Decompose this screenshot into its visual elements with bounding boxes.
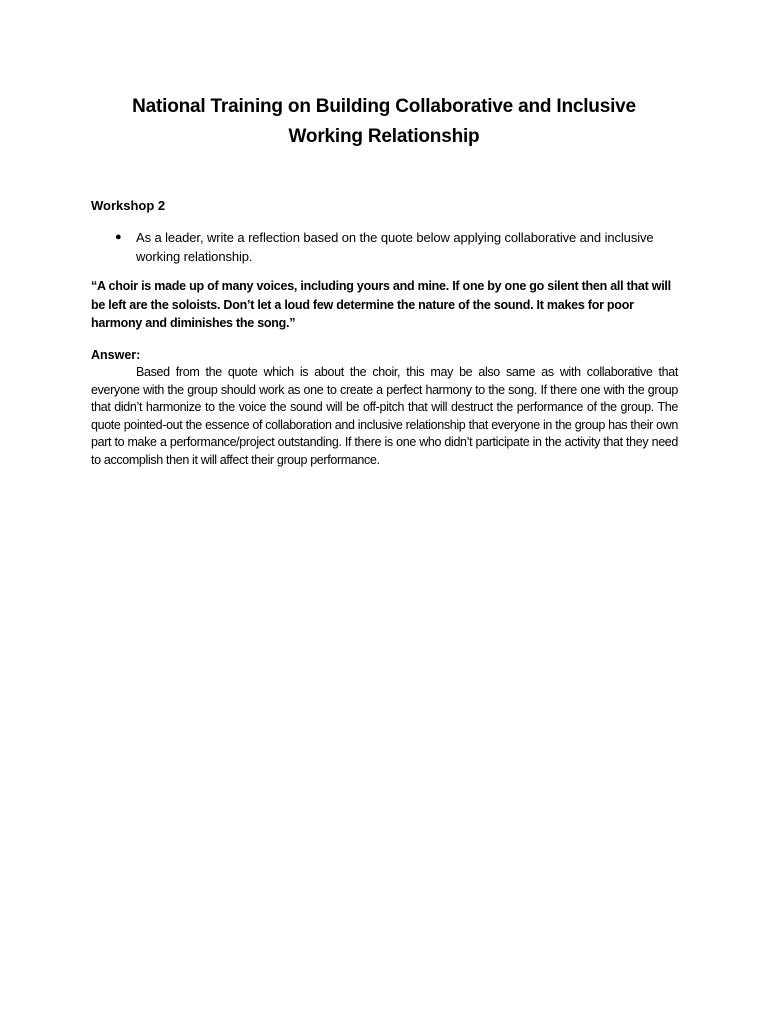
title-line-2: Working Relationship <box>288 126 480 147</box>
quote-text: “A choir is made up of many voices, including yours and mine. If one by one go silent then all that will be left are the soloists. Don’t let a loud few determine the nature of the sound. It makes for poor harmony and diminishes the song.” <box>91 279 671 330</box>
answer-label: Answer: <box>91 348 141 362</box>
title-line-1: National Training on Building Collaborative and Inclusive <box>132 96 636 117</box>
instruction-text: As a leader, write a reflection based on the quote below applying collaborative and inclusive working relationship. <box>136 230 654 264</box>
workshop-label: Workshop 2 <box>91 198 166 213</box>
answer-paragraph: Based from the quote which is about the choir, this may be also same as with collaborative that everyone with the group should work as one to create a perfect harmony to the song. If there one with the group that didn’t harmonize to the voice the sound will be off-pitch that will destruct the performance of the group. The quote pointed-out the essence of collaboration and inclusive relationship that everyone in the group has their own part to make a performance/project outstanding. If there is one who didn’t participate in the activity that they need to accomplish then it will affect their group performance. <box>91 365 678 467</box>
bullet-icon: ● <box>115 231 122 243</box>
document-title <box>90 92 678 152</box>
instruction-bullet <box>91 228 678 266</box>
